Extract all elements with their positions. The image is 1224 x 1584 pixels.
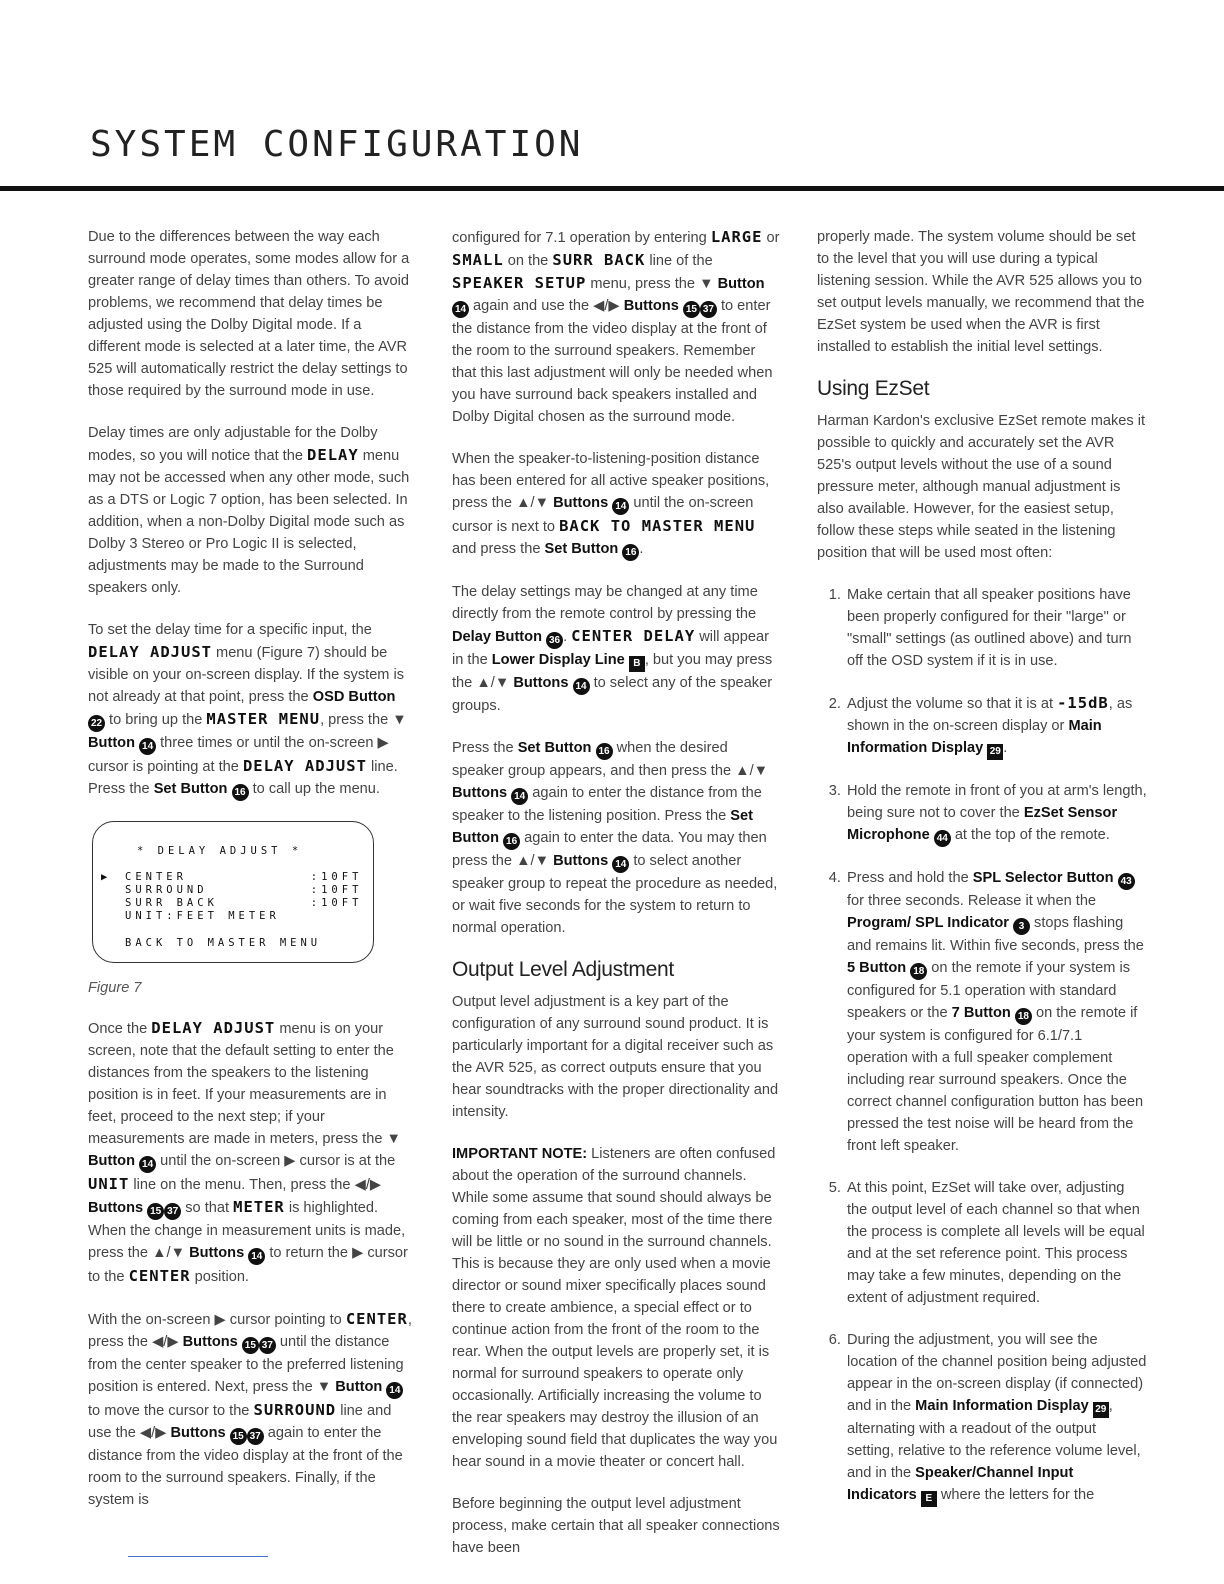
- control-name: Buttons: [553, 853, 609, 869]
- text-run: on the remote if your system is configured for 5.1 operation with standard speakers or the: [847, 960, 1131, 1021]
- callout-number: 14: [452, 301, 469, 318]
- section-heading: Using EzSet: [817, 377, 930, 400]
- text-run: line and use the ◀/▶: [88, 1403, 392, 1441]
- text-run: line. Press the: [88, 759, 398, 797]
- callout-number: 36: [546, 632, 563, 649]
- text-run: Once the: [88, 1021, 152, 1037]
- text-run: configured for 7.1 operation by entering: [452, 230, 711, 246]
- callout-number: 29: [987, 744, 1003, 760]
- paragraph: [452, 737, 780, 939]
- paragraph: Output level adjustment is a key part of the configuration of any surround sound product. It is particularly important for a digital receiver such as the AVR 525, as correct outputs ensure that you hear soundtracks with the proper directionality and intensity.: [452, 994, 779, 1120]
- control-name: Button: [88, 735, 136, 751]
- osd-term: DELAY ADJUST: [88, 643, 212, 661]
- text-run: to enter the distance from the video display at the front of the room to the surround speakers. Remember that this last adjustment will only be needed when you have surround back speakers installed and Dolby Digital chosen as the surround mode.: [452, 298, 773, 425]
- callout-number: 14: [612, 498, 629, 515]
- callout-number: 43: [1118, 873, 1135, 890]
- osd-cursor: ▶: [101, 871, 112, 883]
- callout-number: 22: [88, 715, 105, 732]
- text-run: , press the ▼: [320, 712, 407, 728]
- paragraph: [452, 581, 780, 717]
- list-item: 5. At this point, EzSet will take over, adjusting the output level of each channel so that when the process is complete all levels will be equal and at the set reference point. This process may take a few minutes, depending on the extent of adjustment required.: [845, 1177, 1147, 1309]
- control-name: Button: [88, 1153, 136, 1169]
- column-2: [452, 226, 780, 1579]
- control-name: Set Button: [452, 808, 753, 846]
- text-run: again to enter the data. You may then press the ▲/▼: [452, 830, 767, 869]
- paragraph: Before beginning the output level adjustment process, make certain that all speaker connections have been: [452, 1496, 780, 1556]
- osd-figure-delay-adjust: [92, 821, 374, 963]
- column-3: [817, 226, 1147, 1527]
- osd-term: CENTER DELAY: [571, 627, 696, 645]
- text-run: position.: [190, 1269, 249, 1285]
- control-name: Buttons: [189, 1245, 245, 1261]
- text-run: where the letters for the: [936, 1487, 1095, 1503]
- text-run: for three seconds. Release it when the: [847, 893, 1097, 909]
- control-name: Program/ SPL Indicator: [847, 915, 1009, 931]
- control-name: EzSet Sensor Microphone: [847, 805, 1118, 843]
- osd-back-line: BACK TO MASTER MENU: [125, 937, 322, 949]
- list-item: [845, 867, 1147, 1157]
- text-run: on the: [503, 253, 553, 269]
- callout-number: 14: [248, 1248, 265, 1265]
- osd-term: -15dB: [1057, 694, 1109, 712]
- text-run: or: [762, 230, 780, 246]
- osd-title: * DELAY ADJUST *: [137, 845, 303, 857]
- callout-number: 37: [247, 1428, 264, 1445]
- callout-number: 37: [259, 1337, 276, 1354]
- osd-term: SURR BACK: [552, 251, 646, 269]
- control-name: Button: [717, 276, 765, 292]
- callout-number: 14: [573, 678, 590, 695]
- control-name: 5 Button: [847, 960, 907, 976]
- callout-number: 16: [596, 743, 613, 760]
- callout-number: 18: [1015, 1008, 1032, 1025]
- text-run: to select any of the speaker groups.: [452, 675, 773, 714]
- section-heading: Output Level Adjustment: [452, 958, 674, 981]
- callout-number: 37: [700, 301, 717, 318]
- text-run: again to enter the distance from the video display at the front of the room to the surround speakers. Finally, if the system is: [88, 1425, 403, 1508]
- callout-number: 15: [230, 1428, 247, 1445]
- text-run: menu (Figure 7) should be visible on your on-screen display. If the system is not already at that point, press the: [88, 645, 405, 705]
- text-run: With the on-screen ▶ cursor pointing to: [88, 1312, 346, 1328]
- control-name: Lower Display Line: [491, 652, 625, 668]
- callout-number: 14: [386, 1382, 403, 1399]
- text-run: line on the menu. Then, press the ◀/▶: [129, 1177, 382, 1193]
- callout-number: B: [629, 656, 645, 672]
- text-run: The delay settings may be changed at any time directly from the remote control by pressing the: [452, 584, 758, 622]
- text-run: to bring up the: [105, 712, 207, 728]
- callout-number: 14: [511, 788, 528, 805]
- text-run: When the speaker-to-listening-position distance has been entered for all active speaker positions, press the ▲/▼: [452, 451, 770, 511]
- osd-term: MASTER MENU: [206, 710, 321, 728]
- osd-row: UNIT:FEET METER: [125, 910, 280, 922]
- header-rule: [0, 186, 1224, 191]
- steps-list: [817, 584, 1147, 1507]
- text-run: , as shown in the on-screen display or: [847, 696, 1133, 734]
- text-run: when the desired speaker group appears, and then press the ▲/▼: [452, 740, 769, 779]
- list-item: [845, 692, 1147, 760]
- osd-term: DELAY: [307, 446, 359, 464]
- paragraph: [88, 619, 416, 801]
- osd-term: SMALL: [452, 251, 504, 269]
- text-run: .: [1003, 740, 1008, 756]
- text-run: to return the ▶ cursor to the: [88, 1245, 408, 1285]
- osd-row: SURR BACK :10FT: [125, 897, 363, 909]
- text-run: Hold the remote in front of you at arm's length, being sure not to cover the: [847, 783, 1147, 821]
- text-run: again to enter the distance from the speaker to the listening position. Press the: [452, 785, 762, 824]
- figure-caption: Figure 7: [88, 980, 142, 996]
- paragraph: Due to the differences between the way each surround mode operates, some modes allow for a greater range of delay times than others. To avoid problems, we recommend that delay times be adjusted using the Dolby Digital mode. If a different mode is selected at a later time, the AVR 525 will automatically restrict the delay settings to those required by the surround mode in use.: [88, 229, 410, 399]
- footer-rule: [128, 1556, 268, 1557]
- text-run: to call up the menu.: [248, 781, 380, 797]
- text-run: .: [563, 629, 572, 645]
- control-name: Button: [335, 1379, 383, 1395]
- callout-number: 15: [242, 1337, 259, 1354]
- text-run: Delay times are only adjustable for the Dolby modes, so you will notice that the: [88, 425, 378, 464]
- text-run: , press the ◀/▶: [88, 1312, 412, 1350]
- control-name: OSD Button: [312, 689, 396, 705]
- control-name: Buttons: [513, 675, 569, 691]
- control-name: Buttons: [170, 1425, 226, 1441]
- control-name: Main Information Display: [915, 1398, 1089, 1414]
- callout-number: 15: [683, 301, 700, 318]
- text-run: until the distance from the center speaker to the preferred listening position is entered. Next, press the ▼: [88, 1334, 404, 1395]
- text-run: will appear in the: [452, 629, 769, 668]
- osd-term: CENTER: [128, 1267, 191, 1285]
- text-run: During the adjustment, you will see the location of the channel position being adjusted appear in the on-screen display (if connected) and in the: [847, 1332, 1147, 1414]
- callout-number: 14: [139, 738, 156, 755]
- column-1: [88, 226, 416, 1531]
- list-item: [845, 1329, 1147, 1507]
- text-run: Press and hold the: [847, 870, 973, 886]
- text-run: Press the: [452, 740, 518, 756]
- osd-term: LARGE: [710, 228, 763, 246]
- text-run: menu is on your screen, note that the default setting to enter the distances from the speakers to the listening position is in feet. If your measurements are in feet, proceed to the next step; if your measurements are made in meters, press the ▼: [88, 1021, 401, 1147]
- osd-term: UNIT: [88, 1175, 130, 1193]
- paragraph: [452, 448, 780, 561]
- control-name: Main Information Display: [847, 718, 1102, 756]
- callout-number: 14: [139, 1156, 156, 1173]
- callout-number: 16: [503, 833, 520, 850]
- text-run: menu, press the ▼: [586, 276, 718, 292]
- callout-number: 29: [1093, 1402, 1109, 1418]
- control-name: Buttons: [452, 785, 508, 801]
- paragraph: [452, 1143, 780, 1473]
- paragraph: [88, 422, 416, 599]
- osd-term: BACK TO MASTER MENU: [559, 517, 756, 535]
- text-run: Listeners are often confused about the operation of the surround channels. While some assume that sound should always be coming from each speaker, most of the time there will be little or no sound in the surround channels. This is because they are only used when a movie director or sound mixer specifically places sound there to create ambience, a special effect or to continue action from the front of the room to the rear. When the output levels are properly set, it is normal for surround speakers to operate only occasionally. Artificially increasing the volume to the rear speakers may destroy the illusion of an enveloping sound field that duplicates the way you hear sound in a movie theater or concert hall.: [452, 1146, 778, 1470]
- osd-row: SURROUND :10FT: [125, 884, 363, 896]
- paragraph: [88, 1017, 416, 1288]
- text-run: again and use the ◀/▶: [469, 298, 624, 314]
- control-name: Buttons: [553, 495, 609, 511]
- text-run: stops flashing and remains lit. Within five seconds, press the: [847, 915, 1144, 954]
- callout-number: E: [921, 1491, 937, 1507]
- text-run: Adjust the volume so that it is at: [847, 696, 1058, 712]
- text-run: line of the: [645, 253, 713, 269]
- osd-term: DELAY ADJUST: [151, 1019, 276, 1037]
- osd-term: DELAY ADJUST: [242, 757, 367, 775]
- text-run: and press the: [452, 541, 545, 557]
- list-item: [845, 780, 1147, 847]
- text-run: menu may not be accessed when any other mode, such as a DTS or Logic 7 option, has been selected. In addition, when a non-Dolby Digital mode such as Dolby 3 Stereo or Pro Logic II is selected, adjustments may be made to the Surround speakers only.: [88, 448, 410, 596]
- control-name: Set Button: [544, 541, 619, 557]
- text-run: To set the delay time for a specific input, the: [88, 622, 372, 638]
- control-name: IMPORTANT NOTE:: [452, 1146, 588, 1162]
- control-name: Speaker/Channel Input Indicators: [847, 1465, 1074, 1503]
- control-name: Set Button: [153, 781, 228, 797]
- callout-number: 44: [934, 830, 951, 847]
- text-run: to select another speaker group to repeat the procedure as needed, or wait five seconds for the system to return to normal operation.: [452, 853, 778, 936]
- paragraph: [452, 226, 780, 428]
- osd-row: CENTER :10FT: [125, 871, 363, 883]
- paragraph: Harman Kardon's exclusive EzSet remote makes it possible to quickly and accurately set the AVR 525's output levels without the use of a sound pressure meter, although manual adjustment is also available. However, for the easiest setup, follow these steps while seated in the listening position that will be used most often:: [817, 413, 1146, 561]
- control-name: Set Button: [517, 740, 592, 756]
- text-run: , alternating with a readout of the output setting, relative to the reference volume level, and in the: [847, 1398, 1141, 1481]
- list-item: 1. Make certain that all speaker positions have been properly configured for their "large" or "small" settings (as outlined above) and turn off the OSD system if it is in use.: [845, 584, 1147, 672]
- text-run: .: [639, 541, 644, 557]
- paragraph: [88, 1308, 416, 1511]
- osd-term: CENTER: [345, 1310, 408, 1328]
- text-run: until the on-screen cursor is next to: [452, 495, 754, 535]
- callout-number: 14: [612, 856, 629, 873]
- text-run: on the remote if your system is configured for 6.1/7.1 operation with a full speaker complement including rear surround speakers. Once the correct channel configuration button has been pressed the test noise will be heard from the front left speaker.: [847, 1005, 1144, 1154]
- callout-number: 16: [232, 784, 249, 801]
- callout-number: 18: [910, 963, 927, 980]
- text-run: at the top of the remote.: [950, 827, 1110, 843]
- paragraph: properly made. The system volume should be set to the level that you will use during a typical listening session. While the AVR 525 allows you to set output levels manually, we recommend that the EzSet system be used when the AVR is first installed to establish the initial level settings.: [817, 229, 1145, 355]
- page-title: SYSTEM CONFIGURATION: [90, 124, 584, 165]
- control-name: Delay Button: [452, 629, 542, 645]
- callout-number: 37: [164, 1203, 181, 1220]
- callout-number: 3: [1013, 918, 1030, 935]
- control-name: Buttons: [88, 1200, 144, 1216]
- control-name: 7 Button: [951, 1005, 1011, 1021]
- osd-term: METER: [233, 1198, 285, 1216]
- control-name: Buttons: [182, 1334, 238, 1350]
- text-run: so that: [181, 1200, 234, 1216]
- text-run: to move the cursor to the: [88, 1403, 254, 1419]
- callout-number: 15: [147, 1203, 164, 1220]
- callout-number: 16: [622, 544, 639, 561]
- text-run: until the on-screen ▶ cursor is at the: [156, 1153, 396, 1169]
- text-run: is highlighted. When the change in measurement units is made, press the ▲/▼: [88, 1200, 406, 1261]
- control-name: SPL Selector Button: [972, 870, 1114, 886]
- text-run: three times or until the on-screen ▶ cursor is pointing at the: [88, 735, 389, 775]
- osd-term: SPEAKER SETUP: [452, 274, 587, 292]
- control-name: Buttons: [623, 298, 679, 314]
- osd-term: SURROUND: [253, 1401, 337, 1419]
- text-run: , but you may press the ▲/▼: [452, 652, 773, 691]
